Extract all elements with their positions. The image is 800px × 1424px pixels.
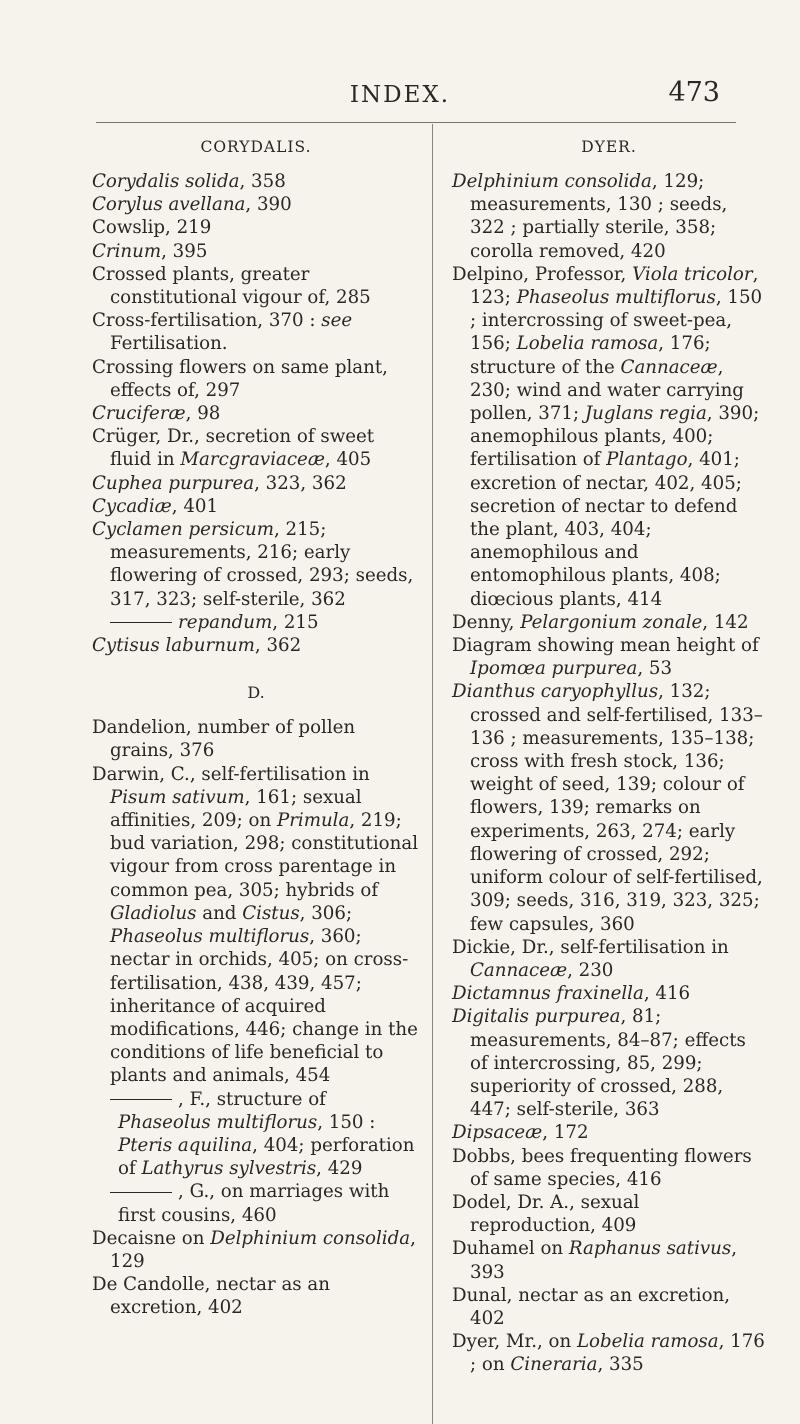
index-entry bbox=[92, 170, 420, 193]
entry-text: Dodel, Dr. A., sexual reproduction, 409 bbox=[452, 1191, 640, 1237]
entry-text: , 172 bbox=[542, 1122, 589, 1144]
entry-term-italic: Digitalis purpurea bbox=[452, 1006, 621, 1028]
ditto-dash bbox=[110, 622, 172, 623]
index-entry bbox=[92, 495, 420, 518]
entry-text: , 323, 362 bbox=[254, 472, 347, 494]
entry-text: Crossed plants, greater constitutional vigour of, 285 bbox=[92, 263, 371, 309]
header-rule bbox=[96, 122, 736, 123]
entry-term-italic: Cannaceæ bbox=[620, 356, 718, 378]
index-entry bbox=[452, 1145, 766, 1191]
entry-text: , 81; measurements, 84–87; effects of intercrossing, 85, 299; superiority of crossed, 288, 447; self-sterile, 363 bbox=[470, 1006, 746, 1121]
entry-term-italic: Phaseolus multiflorus bbox=[516, 287, 716, 309]
entry-text: , 98 bbox=[185, 403, 221, 425]
entry-text: Fertilisation. bbox=[110, 333, 228, 355]
entry-term-italic: Cistus bbox=[242, 902, 300, 924]
entry-term-italic: Delphinium consolida bbox=[452, 171, 652, 192]
index-entry bbox=[452, 680, 766, 935]
index-entry bbox=[92, 263, 420, 309]
entry-text: Dunal, nectar as an excretion, 402 bbox=[452, 1284, 731, 1329]
index-entry bbox=[452, 611, 766, 634]
entry-text: , 335 bbox=[597, 1354, 644, 1376]
index-entry bbox=[92, 518, 420, 611]
entry-text: , 176 ; on bbox=[470, 1331, 765, 1376]
entry-term-italic: Cuphea purpurea bbox=[92, 472, 255, 494]
entry-term-italic: Marcgraviaceæ bbox=[180, 449, 325, 471]
index-entry bbox=[92, 716, 420, 762]
entry-term-italic: Primula bbox=[276, 810, 350, 832]
entry-text: Delpino, Professor, bbox=[452, 263, 633, 285]
entry-text: , 306; bbox=[299, 902, 353, 924]
index-entry bbox=[92, 402, 420, 425]
entry-term-italic: Pelargonium zonale bbox=[520, 611, 703, 633]
entry-term-italic: Viola tricolor bbox=[632, 263, 753, 285]
index-entry bbox=[92, 763, 420, 1088]
entries-c bbox=[92, 170, 420, 657]
entry-term-italic: Dictamnus fraxinella bbox=[452, 983, 644, 1005]
index-entry bbox=[92, 240, 420, 263]
entry-text: Dickie, Dr., self-fertilisation in bbox=[452, 936, 729, 958]
left-column bbox=[92, 138, 420, 1320]
index-entry bbox=[452, 170, 766, 263]
entry-text: Crüger, Dr., secretion of sweet fluid in bbox=[92, 426, 375, 471]
entry-text: , 416 bbox=[643, 983, 691, 1005]
column-divider bbox=[432, 124, 433, 1424]
entries-right bbox=[452, 170, 766, 1377]
entry-text: , 123; bbox=[470, 263, 759, 309]
index-entry bbox=[92, 309, 420, 355]
entry-text: , G., on marriages with first cousins, 460 bbox=[118, 1181, 390, 1226]
entry-text: and bbox=[196, 902, 243, 924]
index-entry bbox=[92, 634, 420, 657]
entry-text: , 358 bbox=[239, 171, 286, 192]
entry-term-italic: Corydalis solida bbox=[92, 171, 240, 192]
right-column bbox=[452, 138, 766, 1377]
entry-term-italic: Raphanus sativus bbox=[568, 1238, 732, 1260]
entry-term-italic: Phaseolus multiflorus bbox=[118, 1111, 318, 1133]
entry-term-italic: repandum bbox=[178, 611, 273, 633]
ditto-dash bbox=[110, 1192, 172, 1193]
index-entry bbox=[452, 263, 766, 611]
entry-term-italic: Cycadiæ bbox=[92, 495, 172, 517]
index-entry bbox=[452, 1121, 766, 1144]
entry-text: , 215; measurements, 216; early flowering of crossed, 293; seeds, 317, 323; self-sterile, 362 bbox=[110, 519, 414, 610]
entry-term-italic: Ipomœa purpurea bbox=[470, 658, 638, 680]
entry-term-italic: Crinum bbox=[92, 240, 162, 262]
entry-term-italic: Lathyrus sylvestris bbox=[141, 1158, 317, 1180]
entry-term-italic: Dianthus caryophyllus bbox=[452, 681, 659, 703]
entry-text: , 401; excretion of nectar, 402, 405; secretion of nectar to defend the plant, 403, 404; anemophilous and entomophilous plants, 408; diœcious plants, 414 bbox=[470, 449, 742, 610]
entry-term-italic: Dipsaceæ bbox=[452, 1122, 543, 1144]
index-entry bbox=[452, 1005, 766, 1121]
index-entry bbox=[452, 1330, 766, 1376]
entry-term-italic: Gladiolus bbox=[110, 902, 197, 924]
entry-text: , 360; nectar in orchids, 405; on cross-fertilisation, 438, 439, 457; inheritance of acquired modifications, 446; change in the conditions of life beneficial to plants and animals, 454 bbox=[110, 926, 418, 1087]
entry-text: , 129 bbox=[110, 1227, 416, 1272]
entry-term-italic: Phaseolus multiflorus bbox=[110, 926, 310, 948]
entry-text: , 161; sexual affinities, 209; on bbox=[110, 786, 362, 832]
entry-text: , 176; structure of the bbox=[470, 333, 711, 378]
entry-text: , F., structure of bbox=[178, 1088, 326, 1110]
entry-text: Cowslip, 219 bbox=[92, 217, 212, 239]
entry-text: Dobbs, bees frequenting flowers of same species, 416 bbox=[452, 1145, 752, 1190]
entry-term-italic: Lobelia ramosa bbox=[516, 333, 659, 355]
entry-text: , 390 bbox=[245, 194, 292, 216]
entry-text: Decaisne on bbox=[92, 1227, 211, 1249]
entry-term-italic: Juglans regia bbox=[584, 403, 707, 425]
entry-term-italic: Cannaceæ bbox=[470, 959, 568, 981]
entry-text: Cross-fertilisation, 370 : bbox=[92, 310, 322, 332]
left-column-head: CORYDALIS. bbox=[200, 138, 312, 156]
running-head: INDEX. bbox=[349, 82, 451, 108]
entry-text: , 219; bud variation, 298; constitutional vigour from cross parentage in common pea, 305; hybrids of bbox=[110, 810, 419, 901]
entry-term-italic: Delphinium consolida bbox=[210, 1227, 411, 1249]
index-entry bbox=[92, 356, 420, 402]
entry-text: Denny, bbox=[452, 611, 521, 633]
entry-term-italic: Pisum sativum bbox=[110, 786, 245, 808]
entry-text: , 150 : bbox=[317, 1111, 376, 1133]
entry-text: , 230; wind and water carrying pollen, 371; bbox=[470, 356, 744, 425]
section-letter-d: D. bbox=[247, 683, 265, 703]
entry-text: De Candolle, nectar as an excretion, 402 bbox=[92, 1274, 330, 1319]
entry-text: , 404; perforation of bbox=[118, 1134, 415, 1180]
entry-text: , 393 bbox=[470, 1238, 738, 1283]
index-entry bbox=[92, 1227, 420, 1273]
index-entry bbox=[452, 982, 766, 1005]
entry-text: Darwin, C., self-fertilisation in bbox=[92, 763, 370, 785]
entry-term-italic: Corylus avellana bbox=[92, 194, 246, 216]
index-entry bbox=[92, 1273, 420, 1319]
entry-text: Diagram showing mean height of bbox=[452, 635, 759, 657]
entry-text: , 362 bbox=[254, 635, 302, 657]
entries-d bbox=[92, 716, 420, 1319]
entry-term-italic: see bbox=[321, 310, 353, 332]
index-entry bbox=[92, 425, 420, 471]
entry-text: Duhamel on bbox=[452, 1238, 569, 1260]
entry-text: , 230 bbox=[567, 959, 614, 981]
index-entry bbox=[452, 1191, 766, 1237]
entry-term-italic: Cyclamen persicum bbox=[92, 519, 274, 541]
entry-text: , 215 bbox=[272, 611, 319, 633]
index-entry bbox=[92, 216, 420, 239]
entry-term-italic: Pteris aquilina bbox=[118, 1134, 253, 1156]
index-entry bbox=[92, 193, 420, 216]
entry-text: Dandelion, number of pollen grains, 376 bbox=[92, 717, 356, 762]
entry-text: , 401 bbox=[171, 495, 219, 517]
entry-term-italic: Plantago bbox=[606, 449, 688, 471]
index-entry bbox=[452, 634, 766, 680]
entry-text: , 429 bbox=[316, 1158, 363, 1180]
index-entry bbox=[452, 936, 766, 982]
right-column-head: DYER. bbox=[581, 138, 637, 156]
entry-text: , 390; anemophilous plants, 400; fertilisation of bbox=[470, 403, 760, 471]
entry-text: , 129; measurements, 130 ; seeds, 322 ; partially sterile, 358; corolla removed, 420 bbox=[470, 171, 728, 262]
index-entry bbox=[92, 1088, 420, 1181]
index-entry bbox=[92, 611, 420, 634]
index-entry bbox=[92, 1180, 420, 1226]
entry-text: , 405 bbox=[324, 449, 372, 471]
entry-text: , 132; crossed and self-fertilised, 133–136 ; measurements, 135–138; cross with fresh stock, 136; weight of seed, 139; colour of flowers, 139; remarks on experiments, 263, 274; early flowering of crossed, 292; uniform colour of self-fertilised, 309; seeds, 316, 319, 323, 325; few capsules, 360 bbox=[470, 681, 763, 935]
index-entry bbox=[92, 472, 420, 495]
entry-term-italic: Cytisus laburnum bbox=[92, 635, 255, 657]
index-entry bbox=[452, 1237, 766, 1283]
entry-term-italic: Cineraria bbox=[510, 1354, 598, 1376]
ditto-dash bbox=[110, 1099, 172, 1100]
entry-term-italic: Cruciferæ bbox=[92, 403, 186, 425]
page-number: 473 bbox=[668, 77, 720, 108]
entry-text: , 150 ; intercrossing of sweet-pea, 156; bbox=[470, 287, 763, 355]
entry-text: Crossing flowers on same plant, effects of, 297 bbox=[92, 356, 388, 401]
entry-text: Dyer, Mr., on bbox=[452, 1331, 577, 1353]
entry-text: , 395 bbox=[161, 240, 208, 262]
entry-text: , 53 bbox=[637, 658, 673, 680]
entry-text: , 142 bbox=[702, 611, 749, 633]
entry-term-italic: Lobelia ramosa bbox=[576, 1331, 719, 1353]
index-entry bbox=[452, 1284, 766, 1330]
